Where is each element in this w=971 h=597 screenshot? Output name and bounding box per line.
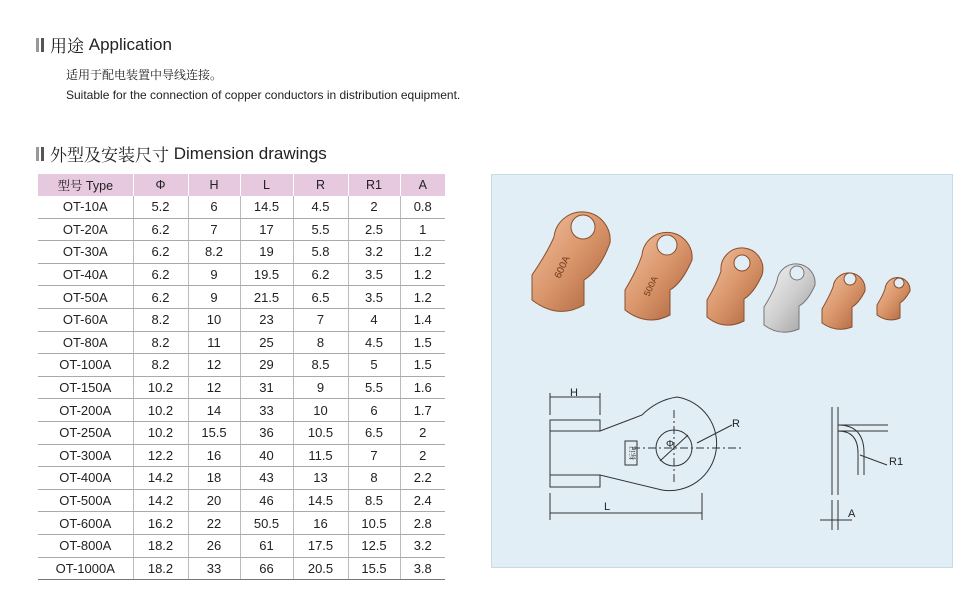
dimension-label-phi: Φ	[666, 439, 674, 450]
dimension-cell: 16	[293, 512, 348, 535]
dimension-cell: 8.2	[188, 241, 240, 264]
type-cell: OT-80A	[38, 331, 133, 354]
type-cell: OT-250A	[38, 421, 133, 444]
dimension-cell: 1.5	[400, 354, 445, 377]
dimension-cell: 1.2	[400, 286, 445, 309]
dimension-cell: 10.2	[133, 376, 188, 399]
dimension-cell: 3.8	[400, 557, 445, 580]
dimensions-heading	[36, 141, 327, 166]
dimension-cell: 5.8	[293, 241, 348, 264]
dimension-cell: 1.2	[400, 263, 445, 286]
section-marker-icon	[36, 147, 44, 161]
dimension-label-l: L	[604, 501, 611, 513]
dimension-cell: 16.2	[133, 512, 188, 535]
dimension-cell: 14.2	[133, 467, 188, 490]
dimension-cell: 17	[240, 218, 293, 241]
type-cell: OT-10A	[38, 196, 133, 218]
dimension-cell: 2	[400, 444, 445, 467]
table-row	[38, 444, 445, 467]
dimension-cell: 33	[240, 399, 293, 422]
dimension-cell: 18.2	[133, 534, 188, 557]
dimension-cell: 7	[348, 444, 400, 467]
dimension-cell: 18.2	[133, 557, 188, 580]
cable-lug-photo-4	[764, 264, 815, 332]
dimension-cell: 2.8	[400, 512, 445, 535]
dimension-cell: 9	[188, 286, 240, 309]
application-heading-zh: 用途	[50, 37, 84, 56]
lug-label: 500A	[641, 274, 660, 298]
dimension-cell: 61	[240, 534, 293, 557]
application-heading	[36, 32, 172, 57]
dimension-cell: 33	[188, 557, 240, 580]
dimension-cell: 5.5	[348, 376, 400, 399]
dimension-cell: 8.5	[293, 354, 348, 377]
dimension-cell: 5.2	[133, 196, 188, 218]
cable-lug-photo-3	[707, 248, 763, 325]
dimension-cell: 6.2	[133, 241, 188, 264]
table-row	[38, 534, 445, 557]
table-row	[38, 354, 445, 377]
section-marker-icon	[36, 38, 44, 52]
dimension-cell: 8	[293, 331, 348, 354]
dimension-cell: 6.5	[348, 421, 400, 444]
dimension-cell: 29	[240, 354, 293, 377]
dimension-cell: 2.5	[348, 218, 400, 241]
dimension-label-h: H	[570, 387, 578, 399]
dimension-cell: 26	[188, 534, 240, 557]
dimension-cell: 15.5	[188, 421, 240, 444]
dimension-cell: 12	[188, 376, 240, 399]
table-row	[38, 376, 445, 399]
dimension-cell: 10	[293, 399, 348, 422]
dimension-cell: 7	[293, 308, 348, 331]
type-cell: OT-400A	[38, 467, 133, 490]
dimension-cell: 46	[240, 489, 293, 512]
dimension-cell: 12.2	[133, 444, 188, 467]
dimension-cell: 11	[188, 331, 240, 354]
column-header: H	[188, 174, 240, 196]
type-cell: OT-40A	[38, 263, 133, 286]
dimension-cell: 11.5	[293, 444, 348, 467]
dimension-label-r: R	[732, 418, 740, 430]
table-row	[38, 421, 445, 444]
type-cell: OT-500A	[38, 489, 133, 512]
dimension-cell: 3.5	[348, 263, 400, 286]
type-cell: OT-300A	[38, 444, 133, 467]
type-cell: OT-150A	[38, 376, 133, 399]
dimension-cell: 1.5	[400, 331, 445, 354]
application-desc-en: Suitable for the connection of copper conductors in distribution equipment.	[66, 88, 461, 102]
dimension-cell: 6.2	[133, 263, 188, 286]
dimension-cell: 6	[348, 399, 400, 422]
dimension-cell: 9	[293, 376, 348, 399]
cable-lug-photo-2	[625, 232, 692, 320]
type-cell: OT-50A	[38, 286, 133, 309]
table-row	[38, 467, 445, 490]
column-header: A	[400, 174, 445, 196]
dimension-cell: 6	[188, 196, 240, 218]
table-row	[38, 331, 445, 354]
table-row	[38, 399, 445, 422]
dimension-cell: 1.4	[400, 308, 445, 331]
column-header: R1	[348, 174, 400, 196]
dimension-cell: 14.5	[240, 196, 293, 218]
type-cell: OT-200A	[38, 399, 133, 422]
dimension-cell: 8.5	[348, 489, 400, 512]
dimension-cell: 23	[240, 308, 293, 331]
dimension-cell: 18	[188, 467, 240, 490]
dimension-cell: 2.2	[400, 467, 445, 490]
dimension-table	[38, 174, 445, 580]
dimension-label-a: A	[848, 508, 856, 520]
dimension-cell: 10.2	[133, 421, 188, 444]
dimension-cell: 2.4	[400, 489, 445, 512]
table-row	[38, 489, 445, 512]
type-cell: OT-100A	[38, 354, 133, 377]
table-row	[38, 308, 445, 331]
dimension-cell: 50.5	[240, 512, 293, 535]
dimension-cell: 43	[240, 467, 293, 490]
table-row	[38, 196, 445, 218]
dimension-cell: 6.5	[293, 286, 348, 309]
dimension-cell: 1.6	[400, 376, 445, 399]
dimension-cell: 2	[400, 421, 445, 444]
type-cell: OT-20A	[38, 218, 133, 241]
dimension-cell: 5.5	[293, 218, 348, 241]
cable-lug-photo-1	[532, 212, 610, 312]
dimension-cell: 14.5	[293, 489, 348, 512]
table-row	[38, 286, 445, 309]
dimension-cell: 22	[188, 512, 240, 535]
dimension-cell: 14	[188, 399, 240, 422]
table-row	[38, 557, 445, 580]
dimension-cell: 4	[348, 308, 400, 331]
dimension-cell: 8.2	[133, 308, 188, 331]
dimension-cell: 12.5	[348, 534, 400, 557]
dimension-cell: 21.5	[240, 286, 293, 309]
dimension-cell: 9	[188, 263, 240, 286]
table-row	[38, 218, 445, 241]
product-panel	[491, 174, 953, 568]
dimension-label-r1: R1	[889, 456, 904, 468]
dimension-cell: 2	[348, 196, 400, 218]
dimension-cell: 36	[240, 421, 293, 444]
stamp-label: 标记	[630, 446, 637, 460]
cable-lug-photo-5	[822, 273, 865, 329]
dimensions-heading-zh: 外型及安装尺寸	[50, 146, 169, 165]
type-cell: OT-30A	[38, 241, 133, 264]
dimension-cell: 20.5	[293, 557, 348, 580]
dimension-cell: 3.2	[348, 241, 400, 264]
column-header: L	[240, 174, 293, 196]
dimension-cell: 66	[240, 557, 293, 580]
dimension-cell: 3.2	[400, 534, 445, 557]
dimension-cell: 6.2	[293, 263, 348, 286]
application-desc-zh: 适用于配电装置中导线连接。	[66, 68, 223, 82]
dimension-cell: 13	[293, 467, 348, 490]
column-header: 型号 Type	[38, 174, 133, 196]
dimension-cell: 6.2	[133, 286, 188, 309]
dimension-cell: 8	[348, 467, 400, 490]
dimension-cell: 4.5	[348, 331, 400, 354]
dimension-cell: 10.2	[133, 399, 188, 422]
column-header: R	[293, 174, 348, 196]
dimension-cell: 0.8	[400, 196, 445, 218]
type-cell: OT-600A	[38, 512, 133, 535]
table-header-row	[38, 174, 445, 196]
dimension-cell: 19	[240, 241, 293, 264]
lug-label: 600A	[552, 254, 573, 281]
dimension-cell: 8.2	[133, 354, 188, 377]
dimension-cell: 40	[240, 444, 293, 467]
column-header: Φ	[133, 174, 188, 196]
dimension-cell: 15.5	[348, 557, 400, 580]
dimension-cell: 3.5	[348, 286, 400, 309]
dimension-cell: 8.2	[133, 331, 188, 354]
type-cell: OT-60A	[38, 308, 133, 331]
dimension-cell: 20	[188, 489, 240, 512]
dimension-cell: 10.5	[348, 512, 400, 535]
dimension-cell: 10	[188, 308, 240, 331]
type-cell: OT-800A	[38, 534, 133, 557]
dimension-cell: 14.2	[133, 489, 188, 512]
dimension-cell: 16	[188, 444, 240, 467]
dimension-cell: 1.2	[400, 241, 445, 264]
dimension-cell: 6.2	[133, 218, 188, 241]
dimension-cell: 17.5	[293, 534, 348, 557]
dimension-cell: 10.5	[293, 421, 348, 444]
application-heading-en: Application	[88, 34, 172, 54]
dimensions-heading-en: Dimension drawings	[173, 143, 327, 163]
dimension-cell: 5	[348, 354, 400, 377]
dimension-cell: 1	[400, 218, 445, 241]
type-cell: OT-1000A	[38, 557, 133, 580]
dimension-cell: 31	[240, 376, 293, 399]
cable-lug-photo-6	[877, 277, 910, 319]
dimension-cell: 4.5	[293, 196, 348, 218]
table-row	[38, 241, 445, 264]
dimension-cell: 25	[240, 331, 293, 354]
dimension-cell: 19.5	[240, 263, 293, 286]
table-row	[38, 512, 445, 535]
dimension-cell: 12	[188, 354, 240, 377]
table-row	[38, 263, 445, 286]
dimension-cell: 1.7	[400, 399, 445, 422]
product-illustration	[492, 175, 952, 567]
dimension-cell: 7	[188, 218, 240, 241]
front-view-drawing	[550, 393, 742, 520]
